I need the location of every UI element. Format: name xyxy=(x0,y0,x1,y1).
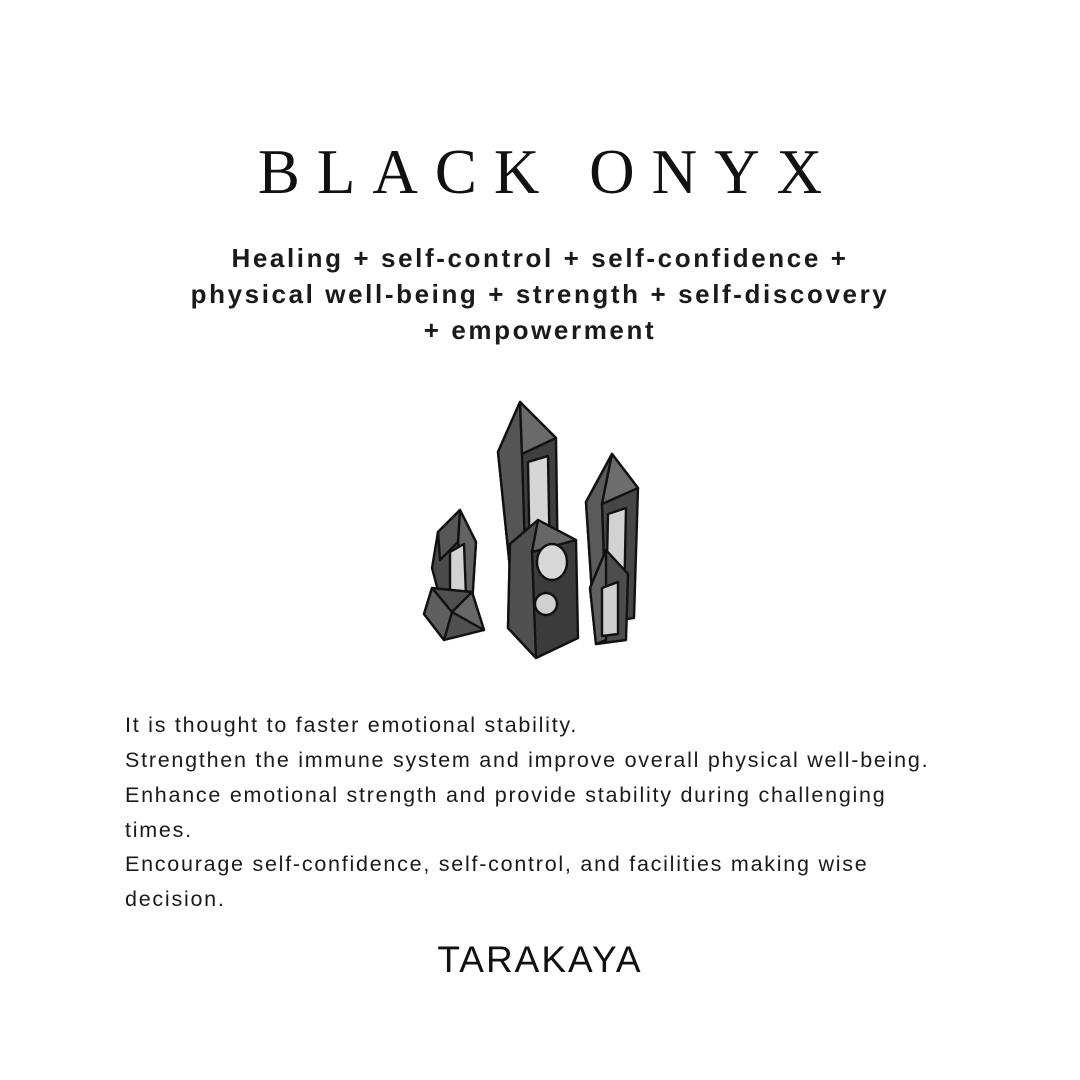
brand-name: TARAKAYA xyxy=(437,939,643,981)
keyword-subtitle: Healing + self-control + self-confidence + physical well-being + strength + self-discovery + empowerment xyxy=(190,243,890,345)
body-line: It is thought to faster emotional stability. xyxy=(125,713,579,738)
body-line: Encourage self-confidence, self-control, and facilities making wise decision. xyxy=(125,852,869,912)
body-copy xyxy=(125,708,955,917)
body-line: Enhance emotional strength and provide stability during challenging times. xyxy=(125,782,887,842)
body-line: Strengthen the immune system and improve overall physical well-being. xyxy=(125,747,930,772)
page-title: BLACK ONYX xyxy=(257,137,840,207)
crystal-cluster-illustration xyxy=(380,392,700,672)
